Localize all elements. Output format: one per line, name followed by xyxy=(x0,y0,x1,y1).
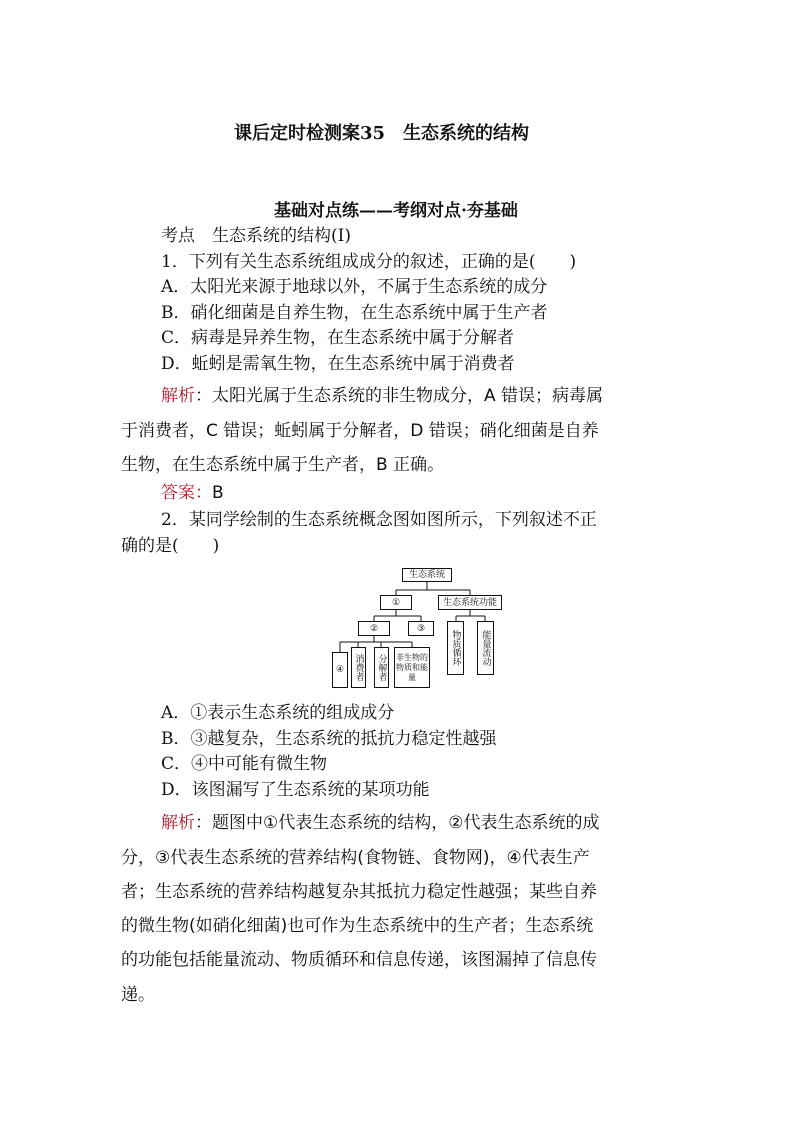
topic-heading: 考点 生态系统的结构(Ⅰ) xyxy=(161,226,351,246)
analysis-label: 解析 xyxy=(161,813,195,833)
question-1-analysis-line-3: 生物，在生态系统中属于生产者，B 正确。 xyxy=(121,455,445,475)
question-2-stem-line-2: 确的是( ) xyxy=(121,536,220,556)
section-heading: 基础对点练——考纲对点·夯基础 xyxy=(274,201,518,221)
analysis-text: ：太阳光属于生态系统的非生物成分，A 错误；病毒属 xyxy=(195,386,604,406)
question-2-stem-line-1: 2．某同学绘制的生态系统概念图如图所示，下列叙述不正 xyxy=(161,510,597,530)
diagram-abiotic-box: 非生物的物质和能量 xyxy=(394,647,430,688)
question-1-option-a: A．太阳光来源于地球以外，不属于生态系统的成分 xyxy=(161,277,548,297)
analysis-label: 解析 xyxy=(161,386,195,406)
question-1-stem: 1．下列有关生态系统组成成分的叙述，正确的是( ) xyxy=(161,252,577,272)
diagram-cycle-box: 物质循环 xyxy=(447,621,464,675)
question-1-option-c: C．病毒是异养生物，在生态系统中属于分解者 xyxy=(161,328,515,348)
question-2-analysis-line-4: 的微生物(如硝化细菌)也可作为生态系统中的生产者；生态系统 xyxy=(121,916,594,936)
answer-label: 答案： xyxy=(161,483,212,503)
question-1-analysis-line-1 xyxy=(161,386,603,406)
analysis-text: ：题图中①代表生态系统的结构，②代表生态系统的成 xyxy=(195,813,600,833)
diagram-function-box: 生态系统功能 xyxy=(438,595,502,610)
question-2-analysis-line-6: 递。 xyxy=(121,985,155,1005)
question-1-option-d: D．蚯蚓是需氧生物，在生态系统中属于消费者 xyxy=(161,354,515,374)
question-2-analysis-line-5: 的功能包括能量流动、物质循环和信息传递，该图漏掉了信息传 xyxy=(121,950,597,970)
question-2-option-c: C．④中可能有微生物 xyxy=(161,754,328,774)
question-2-option-a: A．①表示生态系统的组成成分 xyxy=(161,703,395,723)
diagram-node-3: ③ xyxy=(408,621,434,636)
diagram-decomposer-box: 分解者 xyxy=(374,647,389,688)
diagram-consumer-box: 消费者 xyxy=(351,647,366,688)
question-2-analysis-line-3: 者；生态系统的营养结构越复杂其抵抗力稳定性越强；某些自养 xyxy=(121,882,597,902)
question-2-analysis-line-1 xyxy=(161,813,599,833)
diagram-node-2: ② xyxy=(358,621,390,636)
question-2-analysis-line-2: 分，③代表生态系统的营养结构(食物链、食物网)，④代表生产 xyxy=(121,848,590,868)
question-1-option-b: B．硝化细菌是自养生物，在生态系统中属于生产者 xyxy=(161,303,548,323)
question-2-option-b: B．③越复杂，生态系统的抵抗力稳定性越强 xyxy=(161,729,497,749)
question-1-answer xyxy=(161,483,224,503)
page-title: 课后定时检测案35 生态系统的结构 xyxy=(234,123,530,144)
diagram-node-4: ④ xyxy=(332,652,348,688)
question-1-analysis-line-2: 于消费者，C 错误；蚯蚓属于分解者，D 错误；硝化细菌是自养 xyxy=(121,421,599,441)
question-2-option-d: D．该图漏写了生态系统的某项功能 xyxy=(161,780,430,800)
concept-diagram xyxy=(330,566,510,694)
diagram-root-box: 生态系统 xyxy=(402,568,452,582)
diagram-flow-box: 能量流动 xyxy=(477,621,494,675)
answer-value: B xyxy=(212,483,224,503)
diagram-node-1: ① xyxy=(380,595,412,610)
